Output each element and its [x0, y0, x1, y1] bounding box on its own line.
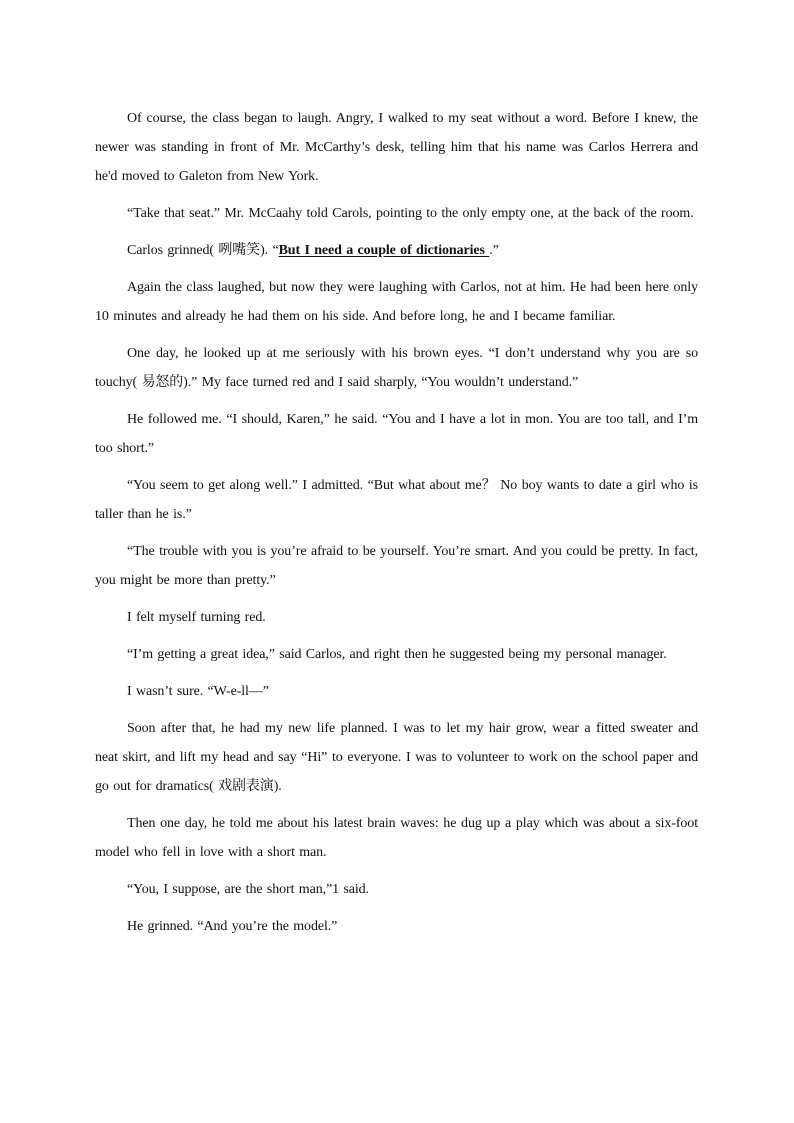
paragraph-13: Then one day, he told me about his latest brain waves: he dug up a play which was about a six-foot model who fell in love with a short man.	[95, 816, 698, 860]
paragraph-5: One day, he looked up at me seriously with his brown eyes. “I don’t understand why you are so touchy( 易怒的).” My face turned red and I said sharply, “You wouldn’t understand.”	[95, 346, 698, 390]
paragraph-11: I wasn’t sure. “W-e-ll—”	[127, 684, 269, 699]
paragraph-15: He grinned. “And you’re the model.”	[127, 919, 338, 934]
paragraph-9: I felt myself turning red.	[127, 610, 266, 625]
paragraph-4: Again the class laughed, but now they were laughing with Carlos, not at him. He had been here only 10 minutes and already he had them on his side. And before long, he and I became familiar.	[95, 280, 698, 324]
paragraph-12: Soon after that, he had my new life planned. I was to let my hair grow, wear a fitted sweater and neat skirt, and lift my head and say “Hi” to everyone. I was to volunteer to work on the school paper and go out for dramatics( 戏剧表演).	[95, 721, 698, 794]
paragraph-3	[95, 236, 698, 265]
paragraph-2: “Take that seat.” Mr. McCaahy told Carols, pointing to the only empty one, at the back of the room.	[127, 206, 694, 221]
paragraph-8: “The trouble with you is you’re afraid to be yourself. You’re smart. And you could be pretty. In fact, you might be more than pretty.”	[95, 544, 698, 588]
paragraph-14: “You, I suppose, are the short man,”1 said.	[127, 882, 369, 897]
paragraph-3-tail: .”	[489, 243, 499, 258]
emphasized-sentence: But I need a couple of dictionaries	[278, 243, 490, 258]
paragraph-10: “I’m getting a great idea,” said Carlos, and right then he suggested being my personal manager.	[127, 647, 667, 662]
paragraph-6: He followed me. “I should, Karen,” he said. “You and I have a lot in mon. You are too tall, and I’m too short.”	[95, 412, 698, 456]
document-page	[95, 104, 698, 949]
paragraph-7: “You seem to get along well.” I admitted. “But what about me？ No boy wants to date a girl who is taller than he is.”	[95, 478, 698, 522]
paragraph-1: Of course, the class began to laugh. Angry, I walked to my seat without a word. Before I knew, the newer was standing in front of Mr. McCarthy’s desk, telling him that his name was Carlos Herrera and he'd moved to Galeton from New York.	[95, 111, 698, 184]
paragraph-3-lead: Carlos grinned( 咧嘴笑). “	[127, 243, 279, 258]
